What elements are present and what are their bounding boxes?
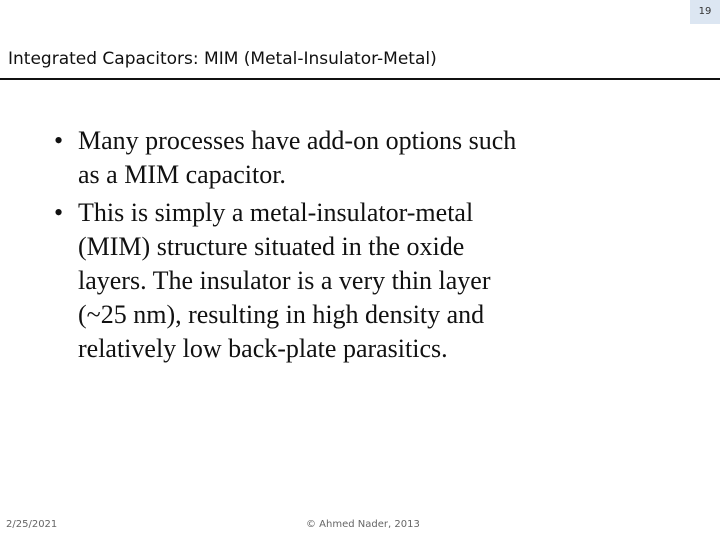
footer-date: 2/25/2021 xyxy=(6,519,58,530)
bullet-text-line: relatively low back-plate parasitics. xyxy=(78,334,448,363)
bullet-text-line: (~25 nm), resulting in high density and xyxy=(78,300,485,329)
bullet-list xyxy=(54,124,574,370)
bullet-text-line: Many processes have add-on options such xyxy=(78,126,517,155)
bullet-text-line: (MIM) structure situated in the oxide xyxy=(78,232,465,261)
footer-credit: © Ahmed Nader, 2013 xyxy=(306,519,420,530)
bullet-text-line: as a MIM capacitor. xyxy=(78,160,286,189)
bullet-item xyxy=(54,196,574,366)
title-divider xyxy=(0,78,720,80)
bullet-text-line: This is simply a metal-insulator-metal xyxy=(78,198,474,227)
slide-title: Integrated Capacitors: MIM (Metal-Insulator-Metal) xyxy=(8,49,437,69)
bullet-item xyxy=(54,124,574,192)
bullet-text-line: layers. The insulator is a very thin layer xyxy=(78,266,491,295)
bullet-symbol: • xyxy=(54,198,64,227)
slide-number: 19 xyxy=(690,0,720,24)
bullet-symbol: • xyxy=(54,126,64,155)
